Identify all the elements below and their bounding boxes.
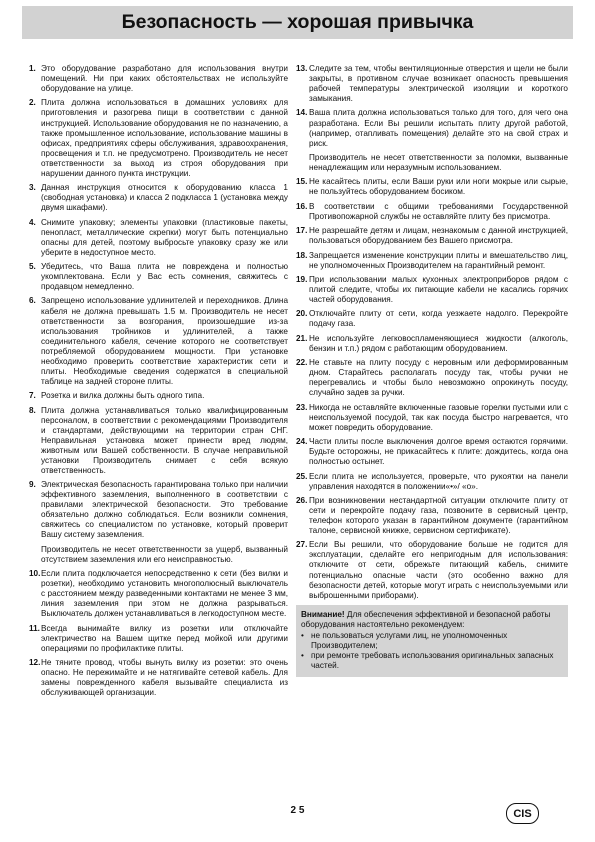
item-text bbox=[309, 202, 568, 222]
safety-item bbox=[296, 437, 568, 467]
item-text bbox=[41, 98, 288, 178]
item-number: 1. bbox=[29, 64, 36, 73]
right-column bbox=[296, 64, 568, 677]
safety-item bbox=[29, 218, 288, 258]
item-paragraph: Не тяните провод, чтобы вынуть вилку из розетки: это очень опасно. Не пережимайте и не натягивайте сетевой кабель. Для замены поврежденного кабеля вызывайте специалиста из обслуживающей организации. bbox=[41, 658, 288, 698]
item-number: 4. bbox=[29, 217, 36, 227]
item-text bbox=[41, 64, 288, 94]
bullet-icon: • bbox=[301, 631, 304, 641]
item-number: 24. bbox=[296, 437, 308, 447]
language-badge: CIS bbox=[506, 803, 539, 824]
item-paragraph: Данная инструкция относится к оборудованию класса 1 (свободная установка) и класса 2 подкласса 1 (установка между двумя шкафами). bbox=[41, 183, 288, 213]
safety-item bbox=[296, 177, 568, 197]
item-text bbox=[309, 334, 568, 354]
title-bar bbox=[22, 6, 573, 39]
item-text bbox=[41, 406, 288, 476]
item-text bbox=[41, 569, 288, 619]
item-paragraph: Запрещено использование удлинителей и переходников. Длина кабеля не должна превышать 1.5 м. Производитель не несет ответственности за возгорания, произошедшие из-за использования тройников и удлинителей, а также соединительного кабеля, сечение которого не соответствует потребляемой оборудованием мощности. При установке необходимо проверить соответствие характеристик сети и плиты. Необходимые сведения содержатся в специальной таблице на задней стороне плиты. bbox=[41, 296, 288, 386]
safety-item bbox=[296, 202, 568, 222]
item-text bbox=[309, 64, 568, 104]
item-text bbox=[309, 496, 568, 536]
item-number: 7. bbox=[29, 391, 36, 401]
safety-item bbox=[29, 406, 288, 476]
item-number: 8. bbox=[29, 405, 36, 415]
item-number: 22. bbox=[296, 358, 308, 368]
item-paragraph: Плита должна устанавливаться только квалифицированным персоналом, в соответствии с рекомендациями Производителя и стандартами, действующими на территории стран СНГ. Неправильная установка может принести вред людям, животным или Вашей собственности. В случае неправильной установки Производитель снимает с себя всякую ответственность. bbox=[41, 405, 288, 475]
item-paragraph: Электрическая безопасность гарантирована только при наличии эффективного заземления, выполненного в соответствии с правилами электрической безопасности. Это требование обязательно должно соблюдаться. Если возникли сомнения, свяжитесь со специалистом по установке, который проверит Вашу систему заземления. bbox=[41, 480, 288, 540]
item-text bbox=[309, 403, 568, 433]
item-text bbox=[309, 275, 568, 305]
item-paragraph: Запрещается изменение конструкции плиты и вмешательство лиц, не уполномоченных Производителем на гарантийный ремонт. bbox=[309, 250, 568, 270]
item-paragraph: Не разрешайте детям и лицам, незнакомым с данной инструкцией, пользоваться оборудованием без Вашего присмотра. bbox=[309, 226, 568, 246]
safety-item bbox=[29, 98, 288, 178]
item-number: 11. bbox=[29, 623, 40, 633]
item-number: 23. bbox=[296, 402, 308, 412]
item-paragraph: Если плита подключается непосредственно к сети (без вилки и розетки), необходимо установить многополюсный выключатель с расстоянием между разведенными контактами не менее 3 мм, линия заземления при этом не должна разрываться. Выключатель должен устанавливаться в легкодоступном месте. bbox=[41, 569, 288, 619]
item-paragraph: Производитель не несет ответственности за ущерб, вызванный отсутствием заземления или его неисправностью. bbox=[41, 544, 288, 564]
safety-item bbox=[29, 296, 288, 386]
item-text bbox=[309, 309, 568, 329]
safety-item bbox=[296, 403, 568, 433]
item-paragraph: Не используйте легковоспламеняющиеся жидкости (алкоголь, бензин и т.п.) рядом с работающим оборудованием. bbox=[309, 333, 568, 353]
safety-item bbox=[29, 391, 288, 401]
item-number: 21. bbox=[296, 333, 308, 343]
safety-item bbox=[29, 624, 288, 654]
item-text bbox=[41, 296, 288, 386]
item-text bbox=[41, 391, 288, 401]
item-number: 15. bbox=[296, 177, 308, 187]
item-number: 27. bbox=[296, 540, 308, 550]
item-paragraph: Производитель не несет ответственности за поломки, вызванные ненадлежащим или неразумным использованием. bbox=[309, 152, 568, 173]
item-text bbox=[309, 108, 568, 173]
item-text bbox=[41, 658, 288, 698]
safety-item bbox=[296, 275, 568, 305]
item-paragraph: Ваша плита должна использоваться только для того, для чего она разработана. Если Вы решили испытать плиту другой работой, (например, отапливать помещения) делайте это на свой страх и риск. bbox=[309, 108, 568, 148]
item-number: 10. bbox=[29, 569, 41, 579]
bullet-icon: • bbox=[301, 651, 304, 661]
item-number: 6. bbox=[29, 296, 36, 306]
item-paragraph: Части плиты после выключения долгое время остаются горячими. Будьте осторожны, не прикасайтесь к плите: дождитесь, когда она полностью остынет. bbox=[309, 437, 568, 467]
item-paragraph: Всегда вынимайте вилку из розетки или отключайте электричество на Вашем щитке перед мойкой или другими операциями по профилактике плиты. bbox=[41, 623, 288, 653]
item-text bbox=[41, 262, 288, 292]
item-number: 12. bbox=[29, 658, 41, 668]
item-number: 3. bbox=[29, 183, 36, 193]
warning-bullet-text: не пользоваться услугами лиц, не уполномоченных Производителем; bbox=[311, 631, 508, 651]
page-number: 2 5 bbox=[290, 805, 305, 816]
item-paragraph: Плита должна использоваться в домашних условиях для приготовления и разогрева пищи в соответствии с данной инструкцией. Использование оборудования не по назначению, а также промышленное использование, использование машины в офисах, предприятиях сферы обслуживания, здравоохранения, просвещения и т.п. не предусмотрено. Производитель не несет ответственности за выход из строя оборудования при нарушении данного пункта инструкции. bbox=[41, 98, 288, 178]
safety-item bbox=[296, 358, 568, 398]
item-paragraph: Если Вы решили, что оборудование больше не годится для эксплуатации, сделайте его непригодным для использования: отключите от сети, обрежьте питающий кабель, снимите потенциально опасные части (это особенно важно для безопасности детей, которые могут играть с неиспользуемыми или выброшенными приборами). bbox=[309, 540, 568, 600]
safety-item bbox=[296, 309, 568, 329]
item-number: 26. bbox=[296, 495, 308, 505]
item-text bbox=[309, 472, 568, 492]
item-number: 17. bbox=[296, 226, 308, 236]
item-paragraph: При возникновении нестандартной ситуации отключите плиту от сети и перекройте подачу газа, позвоните в сервисный центр, телефон которого указан в гарантийном документе (гарантийном талоне, сервисной книжке, сервисном сертификате). bbox=[309, 495, 568, 536]
safety-item bbox=[296, 496, 568, 536]
item-text bbox=[309, 251, 568, 271]
item-text bbox=[41, 218, 288, 258]
item-text bbox=[309, 226, 568, 246]
item-paragraph: Убедитесь, что Ваша плита не повреждена и полностью укомплектована. Если у Вас есть сомнения, свяжитесь с продавцом немедленно. bbox=[41, 262, 288, 292]
warning-bullet bbox=[301, 631, 563, 651]
item-text bbox=[41, 480, 288, 565]
item-text bbox=[309, 358, 568, 398]
safety-item bbox=[296, 64, 568, 104]
item-number: 18. bbox=[296, 250, 308, 260]
item-number: 14. bbox=[296, 108, 308, 118]
safety-item bbox=[296, 472, 568, 492]
safety-item bbox=[296, 334, 568, 354]
safety-item bbox=[296, 108, 568, 173]
item-paragraph: Это оборудование разработано для использования внутри помещений. Ни при каких обстоятельствах не используйте оборудование на улице. bbox=[41, 64, 288, 94]
item-number: 9. bbox=[29, 480, 36, 490]
page-title: Безопасность — хорошая привычка bbox=[121, 11, 474, 33]
warning-bullet-text: при ремонте требовать использования оригинальных запасных частей. bbox=[311, 651, 554, 671]
item-paragraph: Снимите упаковку; элементы упаковки (пластиковые пакеты, пенопласт, металлические скрепки) могут быть потенциально опасны для детей, поэтому выбросьте упаковку сразу же или уберите в недоступное место. bbox=[41, 217, 288, 257]
item-paragraph: Следите за тем, чтобы вентиляционные отверстия и щели не были закрыты, в противном случае возникает опасность превышения рабочей температуры электрической изоляции и короткого замыкания. bbox=[309, 64, 568, 104]
safety-item bbox=[296, 251, 568, 271]
item-text bbox=[41, 624, 288, 654]
item-paragraph: Отключайте плиту от сети, когда уезжаете надолго. Перекройте подачу газа. bbox=[309, 309, 568, 329]
item-paragraph: Не касайтесь плиты, если Ваши руки или ноги мокрые или сырые, не пользуйтесь оборудованием босиком. bbox=[309, 177, 568, 197]
item-text bbox=[309, 177, 568, 197]
safety-item bbox=[29, 569, 288, 619]
safety-item bbox=[29, 480, 288, 565]
item-paragraph: При использовании малых кухонных электроприборов рядом с плитой следите, чтобы их питающие кабели не касались горячих частей оборудования. bbox=[309, 274, 568, 305]
safety-item bbox=[29, 64, 288, 94]
warning-list bbox=[301, 631, 563, 671]
item-text bbox=[309, 437, 568, 467]
safety-item bbox=[29, 183, 288, 213]
item-number: 16. bbox=[296, 201, 308, 211]
warning-bullet bbox=[301, 651, 563, 671]
right-items bbox=[296, 64, 568, 601]
safety-item bbox=[29, 262, 288, 292]
item-paragraph: Не ставьте на плиту посуду с неровным или деформированным дном. Старайтесь располагать посуду так, чтобы ручки не перегревались и чтобы было невозможно опрокинуть посуду, случайно задев за ручки. bbox=[309, 358, 568, 398]
item-number: 19. bbox=[296, 274, 308, 284]
left-column bbox=[29, 64, 288, 703]
item-text bbox=[309, 540, 568, 600]
item-number: 25. bbox=[296, 471, 308, 481]
item-number: 20. bbox=[296, 309, 308, 319]
warning-intro: Для обеспечения эффективной и безопасной работы оборудования настоятельно рекомендуем: bbox=[301, 609, 551, 629]
safety-item bbox=[296, 226, 568, 246]
item-paragraph: Никогда не оставляйте включенные газовые горелки пустыми или с неиспользуемой посудой, так как посуда быстро нагревается, что может повредить оборудование. bbox=[309, 402, 568, 432]
item-paragraph: Розетка и вилка должны быть одного типа. bbox=[41, 391, 205, 401]
warning-note bbox=[296, 605, 568, 677]
safety-item bbox=[296, 540, 568, 600]
item-paragraph: В соответствии с общими требованиями Государственной Противопожарной службы не оставляйте плиту без присмотра. bbox=[309, 201, 568, 221]
item-number: 13. bbox=[296, 64, 308, 73]
item-number: 5. bbox=[29, 262, 36, 272]
item-text bbox=[41, 183, 288, 213]
item-paragraph: Если плита не используется, проверьте, что рукоятки на панели управления находятся в положении«•»/ «o». bbox=[309, 471, 568, 491]
warning-label: Внимание! bbox=[301, 609, 345, 619]
safety-item bbox=[29, 658, 288, 698]
item-number: 2. bbox=[29, 98, 36, 108]
